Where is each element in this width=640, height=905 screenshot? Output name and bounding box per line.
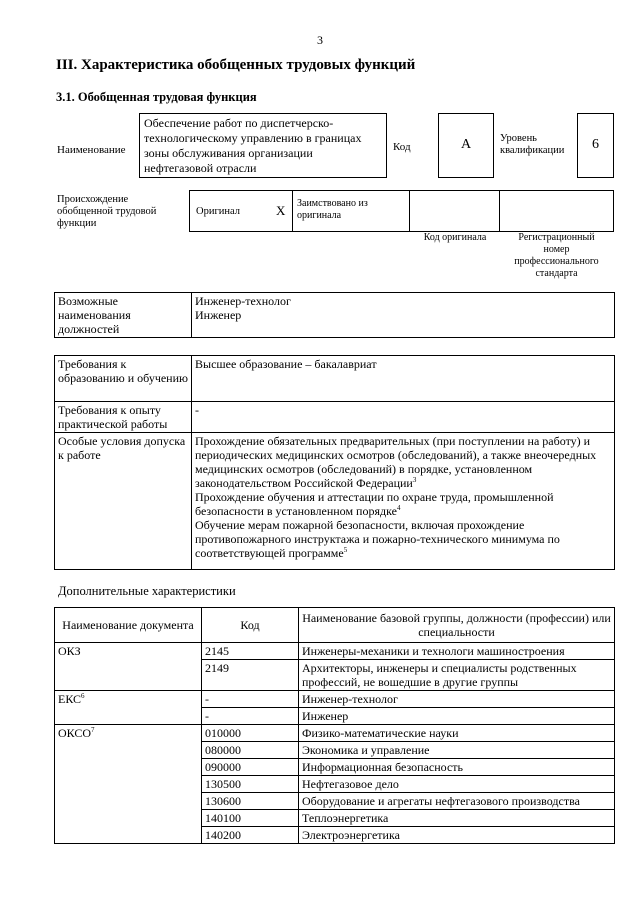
header-code: Код	[202, 608, 299, 643]
section-title: III. Характеристика обобщенных трудовых функций	[56, 57, 416, 73]
function-name-label: Наименование	[57, 144, 126, 156]
reg-number-label: Регистрационный номер профессионального стандарта	[514, 232, 599, 279]
function-code-value: А	[460, 137, 472, 152]
name-cell: Инженер	[299, 708, 615, 725]
code-cell: 130600	[202, 793, 299, 810]
name-cell: Нефтегазовое дело	[299, 776, 615, 793]
footnote-ref: 6	[81, 692, 85, 700]
name-cell: Физико-математические науки	[299, 725, 615, 742]
table-row	[55, 725, 615, 742]
experience-label: Требования к опыту практической работы	[55, 402, 192, 433]
name-cell: Оборудование и агрегаты нефтегазового производства	[299, 793, 615, 810]
doc-cell: ЕКС$^6$	[55, 691, 202, 725]
qualification-level-value: 6	[592, 137, 599, 152]
position-item: Инженер-технолог	[195, 294, 291, 308]
positions-label: Возможные наименования должностей	[55, 293, 192, 338]
footnote-ref: 3	[412, 476, 417, 484]
code-original-label: Код оригинала	[423, 232, 487, 243]
requirement-line: Прохождение обязательных предварительных (при поступлении на работу) и периодических медицинских осмотров (обследований), а также внеочередных медицинских осмотров (обследований) в порядке, установленном законодательством Российской Федерации$^3$	[195, 434, 597, 490]
function-code-label: Код	[393, 141, 411, 153]
header-document: Наименование документа	[55, 608, 202, 643]
name-cell: Архитекторы, инженеры и специалисты родственных профессий, не вошедшие в другие группы	[299, 660, 615, 691]
table-row	[55, 643, 615, 660]
position-item: Инженер	[195, 308, 242, 322]
education-label: Требования к образованию и обучению	[55, 356, 192, 402]
origin-original-label: Оригинал	[196, 206, 240, 217]
education-value	[192, 356, 615, 402]
header-name: Наименование базовой группы, должности (профессии) или специальности	[299, 608, 615, 643]
code-cell: 130500	[202, 776, 299, 793]
positions-table	[54, 292, 615, 338]
requirement-line: Высшее образование – бакалавриат	[195, 357, 377, 371]
name-cell: Экономика и управление	[299, 742, 615, 759]
code-cell: 2149	[202, 660, 299, 691]
code-cell: 140100	[202, 810, 299, 827]
code-cell: -	[202, 691, 299, 708]
name-cell: Инженер-технолог	[299, 691, 615, 708]
footnote-ref: 4	[396, 504, 401, 512]
code-cell: -	[202, 708, 299, 725]
origin-code-cell	[409, 190, 500, 232]
requirement-line: Обучение мерам пожарной безопасности, включая прохождение противопожарного инструктажа и пожарно-технического минимума по соответствующей программе$^5$	[195, 518, 560, 560]
name-cell: Информационная безопасность	[299, 759, 615, 776]
requirements-row	[55, 402, 615, 433]
requirements-table	[54, 355, 615, 570]
code-cell: 010000	[202, 725, 299, 742]
additional-header-row	[55, 608, 615, 643]
requirement-line: Прохождение обучения и аттестации по охране труда, промышленной безопасности в установленном порядке$^4$	[195, 490, 554, 518]
code-cell: 2145	[202, 643, 299, 660]
origin-label: Происхождение обобщенной трудовой функции	[57, 194, 157, 229]
requirements-row	[55, 356, 615, 402]
origin-original-mark: Х	[276, 203, 286, 218]
code-cell: 090000	[202, 759, 299, 776]
name-cell: Теплоэнергетика	[299, 810, 615, 827]
footnote-ref: 7	[91, 726, 95, 734]
origin-borrowed-label: Заимствовано из оригинала	[297, 198, 368, 221]
qualification-level-label: Уровень квалификации	[500, 133, 565, 156]
table-row	[55, 691, 615, 708]
requirements-row	[55, 433, 615, 570]
subsection-title: 3.1. Обобщенная трудовая функция	[56, 90, 257, 104]
special-conditions-label: Особые условия допуска к работе	[55, 433, 192, 570]
special-conditions-value	[192, 433, 615, 570]
doc-cell: ОКСО$^7$	[55, 725, 202, 844]
additional-title: Дополнительные характеристики	[58, 584, 236, 598]
page-number: 3	[317, 33, 323, 47]
positions-values	[192, 293, 615, 338]
name-cell: Инженеры-механики и технологи машиностроения	[299, 643, 615, 660]
positions-row	[55, 293, 615, 338]
name-cell: Электроэнергетика	[299, 827, 615, 844]
requirement-line: -	[195, 403, 199, 417]
doc-cell: ОКЗ	[55, 643, 202, 691]
code-cell: 140200	[202, 827, 299, 844]
origin-reg-cell	[499, 190, 614, 232]
code-cell: 080000	[202, 742, 299, 759]
function-name-value: Обеспечение работ по диспетчерско-технологическому управлению в границах зоны обслуживания организации нефтегазовой отрасли	[144, 116, 362, 175]
experience-value	[192, 402, 615, 433]
footnote-ref: 5	[343, 546, 348, 554]
additional-table	[54, 607, 615, 844]
